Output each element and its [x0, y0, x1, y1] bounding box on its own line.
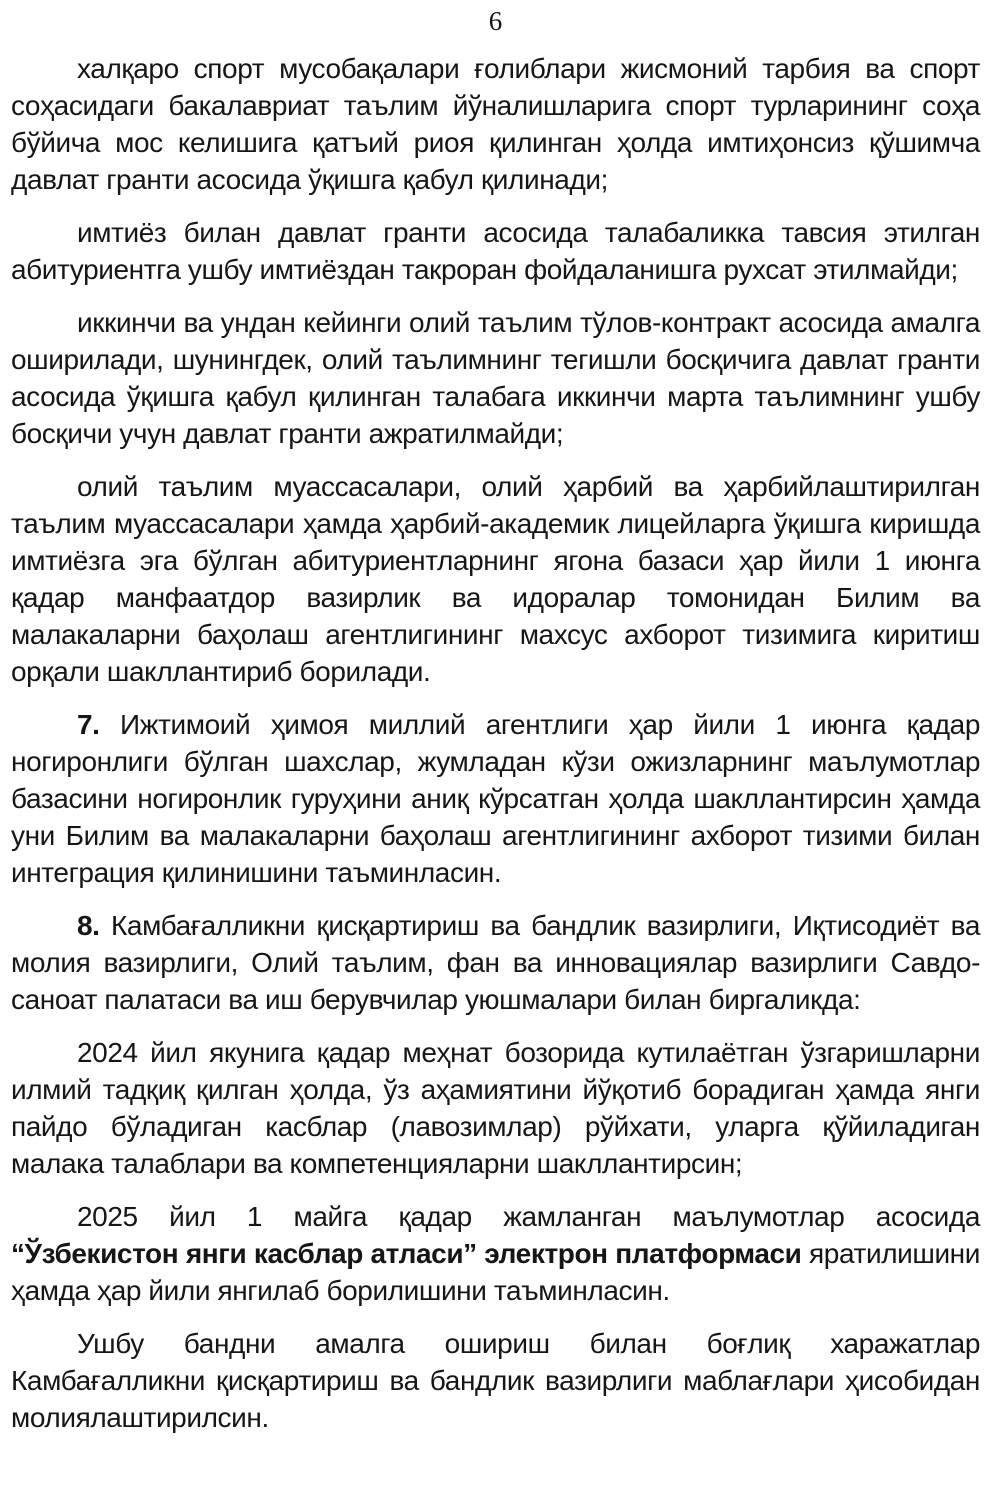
paragraph-6 [11, 907, 980, 1018]
paragraph-1 [11, 50, 980, 198]
paragraph-text: яратилишини ҳамда ҳар йили янгилаб борилишини таъминласин. [11, 1238, 980, 1306]
clause-number: 8. [77, 910, 111, 941]
paragraph-2 [11, 214, 980, 288]
paragraph-text: имтиёз билан давлат гранти асосида талабаликка тавсия этилган абитуриентга ушбу имтиёздан такроран фойдаланишга рухсат этилмайди; [11, 217, 980, 285]
paragraph-7 [11, 1034, 980, 1182]
paragraph-9 [11, 1325, 980, 1436]
paragraph-8 [11, 1198, 980, 1309]
paragraph-text: Ижтимоий ҳимоя миллий агентлиги ҳар йили 1 июнга қадар ногиронлиги бўлган шахслар, жумладан кўзи ожизларнинг маълумотлар базасини ногиронлик гуруҳини аниқ кўрсатган ҳолда шакллантирсин ҳамда уни Билим ва малакаларни баҳолаш агентлигининг ахборот тизими билан интеграция қилинишини таъминласин. [11, 709, 980, 888]
paragraph-text: халқаро спорт мусобақалари ғолиблари жисмоний тарбия ва спорт соҳасидаги бакалавриат таълим йўналишларига спорт турларининг соҳа бўйича мос келишига қатъий риоя қилинган ҳолда имтиҳонсиз қўшимча давлат гранти асосида ўқишга қабул қилинади; [11, 53, 980, 195]
paragraph-text: Ушбу бандни амалга ошириш билан боғлиқ харажатлар Камбағалликни қисқартириш ва бандлик вазирлиги маблағлари ҳисобидан молиялаштирилсин. [11, 1328, 980, 1433]
paragraph-3 [11, 304, 980, 452]
paragraph-text: иккинчи ва ундан кейинги олий таълим тўлов-контракт асосида амалга оширилади, шунингдек, олий таълимнинг тегишли босқичига давлат гранти асосида ўқишга қабул қилинган талабага иккинчи марта таълимнинг ушбу босқичи учун давлат гранти ажратилмайди; [11, 307, 980, 449]
clause-number: 7. [77, 709, 121, 740]
paragraph-5 [11, 706, 980, 891]
paragraph-text: Камбағалликни қисқартириш ва бандлик вазирлиги, Иқтисодиёт ва молия вазирлиги, Олий таълим, фан ва инновациялар вазирлиги Савдо-саноат палатаси ва иш берувчилар уюшмалари билан биргаликда: [11, 910, 980, 1015]
paragraph-text: 2024 йил якунига қадар меҳнат бозорида кутилаётган ўзгаришларни илмий тадқиқ қилган ҳолда, ўз аҳамиятини йўқотиб борадиган ҳамда янги пайдо бўладиган касблар (лавозимлар) рўйхати, уларга қўйиладиган малака талаблари ва компетенцияларни шакллантирсин; [11, 1037, 980, 1179]
emphasized-platform-name: “Ўзбекистон янги касблар атласи” электрон платформаси [11, 1238, 802, 1269]
paragraph-text: олий таълим муассасалари, олий ҳарбий ва ҳарбийлаштирилган таълим муассасалари ҳамда ҳарбий-академик лицейларга ўқишга киришда имтиёзга эга бўлган абитуриентларнинг ягона базаси ҳар йили 1 июнга қадар манфаатдор вазирлик ва идоралар томонидан Билим ва малакаларни баҳолаш агентлигининг махсус ахборот тизимига киритиш орқали шакллантириб борилади. [11, 471, 980, 687]
paragraph-text: 2025 йил 1 майга қадар жамланган маълумотлар асосида [77, 1201, 980, 1232]
paragraph-4 [11, 468, 980, 690]
page-number: 6 [488, 6, 503, 36]
